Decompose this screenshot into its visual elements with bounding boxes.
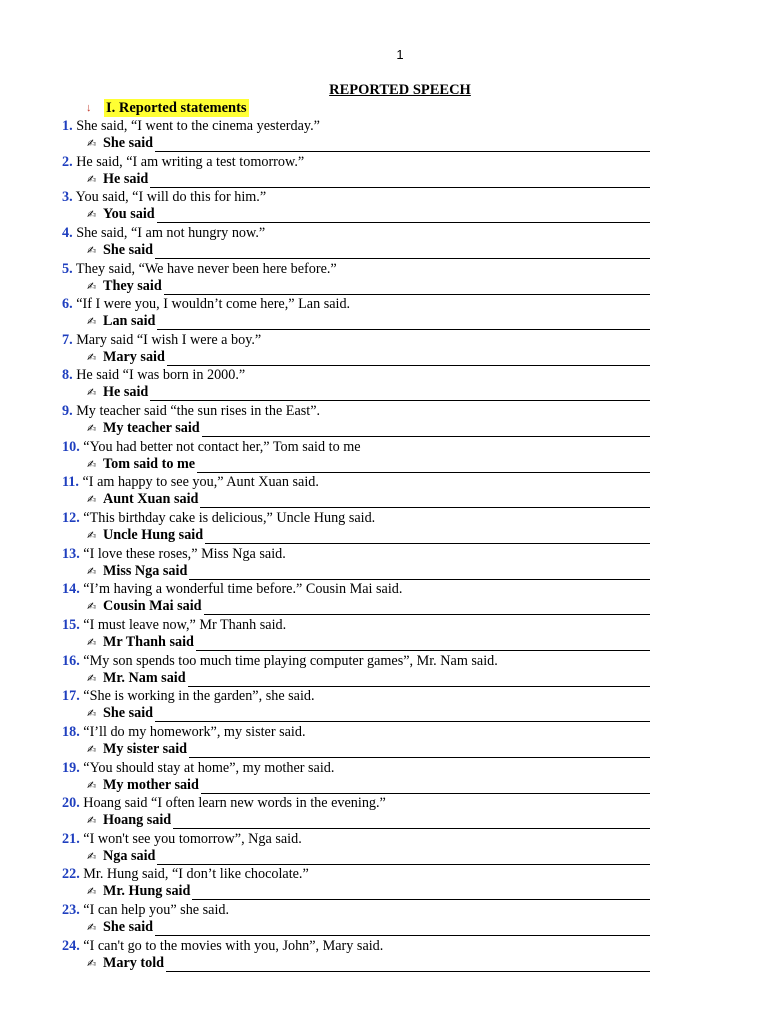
- question-line: [62, 260, 662, 278]
- answer-prompt: Aunt Xuan said: [103, 491, 199, 508]
- writing-hand-icon: ✍: [87, 350, 97, 364]
- answer-blank[interactable]: [200, 494, 650, 508]
- question-line: [62, 580, 662, 598]
- answer-blank[interactable]: [155, 922, 650, 936]
- question-number: 12.: [62, 510, 80, 527]
- answer-blank[interactable]: [201, 780, 650, 794]
- question-line: [62, 937, 662, 955]
- writing-hand-icon: ✍: [87, 885, 97, 899]
- writing-hand-icon: ✍: [87, 778, 97, 792]
- answer-blank[interactable]: [166, 958, 650, 972]
- answer-line: [87, 420, 650, 437]
- exercise-item: [62, 366, 662, 402]
- answer-line: [87, 919, 650, 936]
- question-text: “You had better not contact her,” Tom said to me: [79, 438, 361, 455]
- answer-line: [87, 384, 650, 401]
- exercise-item: [62, 117, 662, 153]
- writing-hand-icon: ✍: [87, 707, 97, 721]
- answer-prompt: He said: [103, 384, 149, 401]
- answer-line: [87, 741, 650, 758]
- answer-line: [87, 563, 650, 580]
- exercise-item: [62, 509, 662, 545]
- question-text: She said, “I went to the cinema yesterday.”: [72, 118, 320, 134]
- question-line: [62, 331, 662, 349]
- answer-line: [87, 812, 650, 829]
- answer-line: [87, 313, 650, 330]
- answer-blank[interactable]: [192, 886, 650, 900]
- answer-line: [87, 848, 650, 865]
- question-line: [62, 901, 662, 919]
- writing-hand-icon: ✍: [87, 529, 97, 543]
- answer-blank[interactable]: [189, 566, 650, 580]
- answer-prompt: My sister said: [103, 740, 188, 757]
- writing-hand-icon: ✍: [87, 457, 97, 471]
- question-number: 13.: [62, 545, 80, 562]
- writing-hand-icon: ✍: [87, 208, 97, 222]
- question-number: 4.: [62, 224, 73, 241]
- answer-line: [87, 705, 650, 722]
- question-number: 10.: [62, 438, 80, 455]
- question-text: She said, “I am not hungry now.”: [72, 224, 266, 241]
- question-line: [62, 687, 662, 705]
- writing-hand-icon: ✍: [87, 671, 97, 685]
- question-line: [62, 224, 662, 242]
- writing-hand-icon: ✍: [87, 956, 97, 970]
- answer-line: [87, 883, 650, 900]
- question-text: They said, “We have never been here before.”: [72, 260, 337, 277]
- exercise-item: [62, 759, 662, 795]
- question-text: “I love these roses,” Miss Nga said.: [79, 545, 286, 562]
- question-text: “My son spends too much time playing computer games”, Mr. Nam said.: [79, 652, 498, 669]
- exercise-item: [62, 438, 662, 474]
- question-line: [62, 153, 662, 171]
- exercise-item: [62, 937, 662, 973]
- answer-line: [87, 135, 650, 152]
- question-text: He said, “I am writing a test tomorrow.”: [72, 153, 305, 170]
- answer-blank[interactable]: [157, 316, 650, 330]
- question-text: “I’ll do my homework”, my sister said.: [79, 723, 306, 740]
- writing-hand-icon: ✍: [87, 849, 97, 863]
- question-line: [62, 473, 662, 491]
- exercise-item: [62, 402, 662, 438]
- exercise-item: [62, 616, 662, 652]
- question-text: “I’m having a wonderful time before.” Cousin Mai said.: [79, 581, 403, 598]
- question-line: [62, 509, 662, 527]
- answer-blank[interactable]: [202, 423, 650, 437]
- question-number: 11.: [62, 474, 79, 491]
- answer-line: [87, 777, 650, 794]
- question-number: 20.: [62, 795, 80, 812]
- question-line: [62, 295, 662, 313]
- exercise-item: [62, 901, 662, 937]
- question-line: [62, 402, 662, 420]
- answer-blank[interactable]: [196, 637, 650, 651]
- answer-prompt: Mary told: [103, 954, 165, 971]
- question-text: “You should stay at home”, my mother said.: [79, 759, 335, 776]
- exercise-item: [62, 865, 662, 901]
- answer-blank[interactable]: [197, 459, 650, 473]
- section-heading: [86, 99, 249, 117]
- question-line: [62, 545, 662, 563]
- answer-prompt: They said: [103, 277, 162, 294]
- writing-hand-icon: ✍: [87, 243, 97, 257]
- question-line: [62, 188, 662, 206]
- answer-prompt: Mr Thanh said: [103, 633, 194, 650]
- question-number: 7.: [62, 331, 73, 348]
- question-line: [62, 117, 662, 135]
- answer-prompt: Nga said: [103, 847, 156, 864]
- question-number: 6.: [62, 296, 73, 313]
- question-number: 23.: [62, 902, 80, 919]
- answer-prompt: She said: [103, 705, 154, 722]
- answer-prompt: Hoang said: [103, 812, 172, 829]
- question-line: [62, 366, 662, 384]
- question-text: Mary said “I wish I were a boy.”: [72, 331, 262, 348]
- writing-hand-icon: ✍: [87, 742, 97, 756]
- question-line: [62, 652, 662, 670]
- answer-prompt: Mr. Hung said: [103, 883, 191, 900]
- answer-blank[interactable]: [157, 209, 650, 223]
- question-text: “She is working in the garden”, she said.: [79, 688, 315, 705]
- question-line: [62, 438, 662, 456]
- writing-hand-icon: ✍: [87, 493, 97, 507]
- exercise-item: [62, 580, 662, 616]
- writing-hand-icon: ✍: [87, 921, 97, 935]
- question-number: 17.: [62, 688, 80, 705]
- writing-hand-icon: ✍: [87, 279, 97, 293]
- question-text: “I am happy to see you,” Aunt Xuan said.: [78, 474, 319, 491]
- question-number: 2.: [62, 153, 73, 170]
- exercise-item: [62, 473, 662, 509]
- answer-blank[interactable]: [155, 708, 650, 722]
- answer-prompt: Mr. Nam said: [103, 669, 186, 686]
- question-line: [62, 759, 662, 777]
- answer-line: [87, 206, 650, 223]
- exercise-item: [62, 188, 662, 224]
- answer-prompt: Tom said to me: [103, 455, 196, 472]
- question-text: “If I were you, I wouldn’t come here,” Lan said.: [72, 296, 351, 313]
- answer-blank[interactable]: [155, 138, 650, 152]
- answer-prompt: He said: [103, 170, 149, 187]
- writing-hand-icon: ✍: [87, 315, 97, 329]
- answer-prompt: Miss Nga said: [103, 562, 188, 579]
- section-label: I. Reported statements: [106, 100, 247, 116]
- writing-hand-icon: ✍: [87, 564, 97, 578]
- question-line: [62, 723, 662, 741]
- answer-prompt: Cousin Mai said: [103, 598, 202, 615]
- answer-prompt: She said: [103, 135, 154, 151]
- answer-prompt: Lan said: [103, 313, 156, 330]
- question-text: Mr. Hung said, “I don’t like chocolate.”: [79, 866, 309, 883]
- page-title: REPORTED SPEECH: [329, 82, 471, 98]
- down-arrow-icon: ↓: [86, 102, 92, 114]
- answer-prompt: My teacher said: [103, 420, 200, 437]
- question-text: Hoang said “I often learn new words in the evening.”: [79, 795, 386, 812]
- question-text: “I can't go to the movies with you, John”, Mary said.: [79, 937, 384, 954]
- question-line: [62, 616, 662, 634]
- question-text: You said, “I will do this for him.”: [72, 189, 267, 206]
- writing-hand-icon: ✍: [87, 600, 97, 614]
- answer-blank[interactable]: [150, 174, 650, 188]
- answer-line: [87, 634, 650, 651]
- answer-blank[interactable]: [173, 815, 650, 829]
- writing-hand-icon: ✍: [87, 137, 97, 150]
- question-text: He said “I was born in 2000.”: [72, 367, 246, 384]
- question-number: 22.: [62, 866, 80, 883]
- answer-blank[interactable]: [157, 851, 650, 865]
- answer-prompt: Uncle Hung said: [103, 527, 204, 544]
- exercise-item: [62, 260, 662, 296]
- exercise-item: [62, 830, 662, 866]
- question-number: 18.: [62, 723, 80, 740]
- exercise-list: [62, 117, 662, 972]
- question-text: “I can help you” she said.: [79, 902, 230, 919]
- exercise-item: [62, 331, 662, 367]
- exercise-item: [62, 295, 662, 331]
- answer-blank[interactable]: [167, 352, 650, 366]
- exercise-item: [62, 687, 662, 723]
- page-number: 1: [396, 47, 404, 62]
- writing-hand-icon: ✍: [87, 386, 97, 400]
- writing-hand-icon: ✍: [87, 422, 97, 436]
- question-number: 16.: [62, 652, 80, 669]
- answer-blank[interactable]: [164, 281, 650, 295]
- question-number: 1.: [62, 118, 73, 134]
- answer-blank[interactable]: [155, 245, 650, 259]
- exercise-item: [62, 224, 662, 260]
- answer-prompt: She said: [103, 241, 154, 258]
- writing-hand-icon: ✍: [87, 172, 97, 186]
- question-text: “I won't see you tomorrow”, Nga said.: [79, 830, 302, 847]
- question-number: 21.: [62, 830, 80, 847]
- question-number: 5.: [62, 260, 73, 277]
- answer-line: [87, 242, 650, 259]
- exercise-item: [62, 652, 662, 688]
- answer-line: [87, 349, 650, 366]
- answer-line: [87, 278, 650, 295]
- exercise-item: [62, 723, 662, 759]
- answer-line: [87, 598, 650, 615]
- exercise-item: [62, 794, 662, 830]
- answer-blank[interactable]: [188, 673, 650, 687]
- answer-line: [87, 670, 650, 687]
- answer-prompt: You said: [103, 206, 155, 223]
- answer-prompt: My mother said: [103, 776, 199, 793]
- answer-blank[interactable]: [205, 530, 650, 544]
- question-number: 19.: [62, 759, 80, 776]
- question-line: [62, 865, 662, 883]
- answer-prompt: She said: [103, 919, 154, 936]
- answer-blank[interactable]: [204, 601, 650, 615]
- answer-line: [87, 491, 650, 508]
- question-number: 3.: [62, 189, 73, 206]
- answer-line: [87, 527, 650, 544]
- answer-line: [87, 456, 650, 473]
- exercise-item: [62, 153, 662, 189]
- answer-blank[interactable]: [150, 387, 650, 401]
- question-line: [62, 794, 662, 812]
- writing-hand-icon: ✍: [87, 814, 97, 828]
- answer-blank[interactable]: [189, 744, 650, 758]
- question-line: [62, 830, 662, 848]
- question-number: 24.: [62, 937, 80, 954]
- answer-line: [87, 171, 650, 188]
- question-text: “This birthday cake is delicious,” Uncle Hung said.: [79, 510, 376, 527]
- question-number: 9.: [62, 403, 73, 420]
- question-number: 14.: [62, 581, 80, 598]
- question-text: My teacher said “the sun rises in the East”.: [72, 403, 321, 420]
- question-number: 8.: [62, 367, 73, 384]
- answer-line: [87, 955, 650, 972]
- answer-prompt: Mary said: [103, 348, 165, 365]
- question-text: “I must leave now,” Mr Thanh said.: [79, 616, 287, 633]
- question-number: 15.: [62, 616, 80, 633]
- exercise-item: [62, 545, 662, 581]
- writing-hand-icon: ✍: [87, 635, 97, 649]
